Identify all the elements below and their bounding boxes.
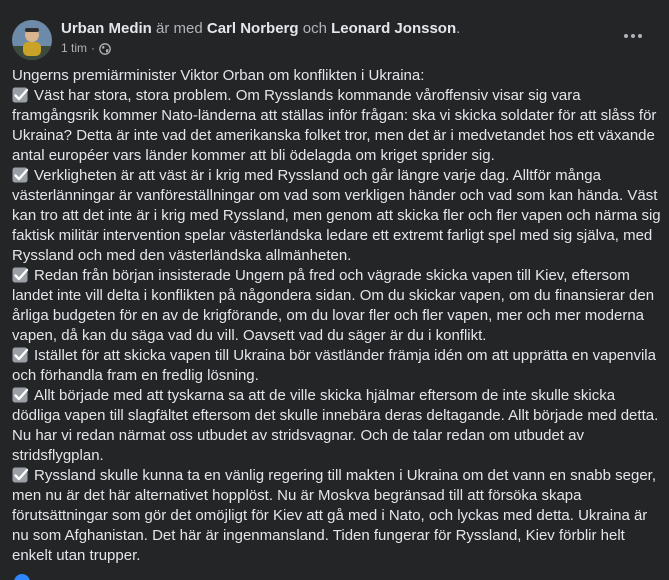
- check-mark-icon: [12, 347, 30, 363]
- more-options-button[interactable]: [615, 18, 651, 54]
- meta-separator: ·: [91, 41, 96, 55]
- avatar-photo: [12, 20, 52, 60]
- post-bullet-3: [12, 266, 661, 346]
- post-meta: [61, 40, 111, 56]
- with-text: är med: [151, 20, 207, 37]
- and-text: och: [298, 20, 332, 37]
- post-bullet-4: [12, 346, 661, 386]
- post-bullet-2: [12, 166, 661, 266]
- post-intro: Ungerns premiärminister Viktor Orban om konflikten i Ukraina:: [12, 67, 425, 84]
- post-header: [12, 18, 657, 62]
- tagged-person-1[interactable]: Carl Norberg: [206, 20, 299, 37]
- bullet-text: Istället för att skicka vapen till Ukraina bör västländer främja idén om att upprätta en vapenvila och förhandla fram en fredlig lösning.: [12, 347, 656, 384]
- author-name[interactable]: Urban Medin: [61, 20, 152, 37]
- bullet-text: Redan från början insisterade Ungern på fred och vägrade skicka vapen till Kiev, eftersom landet inte vill delta i konflikten på någondera sidan. Om du skickar vapen, om du finansierar den årliga budgeten för en av de krigförande, om du lovar fler och fler vapen, mer och mer moderna vapen, då kan du säga vad du vill. Oavsett vad du säger är du i konflikt.: [12, 267, 655, 344]
- end-punctuation: .: [456, 20, 461, 37]
- ellipsis-icon: [623, 33, 643, 39]
- bullet-text: Väst har stora, stora problem. Om Rysslands kommande våroffensiv visar sig vara framgångsrik kommer Nato-länderna att ställas inför frågan: ska vi skicka soldater för att slåss för Ukraina? Detta är inte vad det amerikanska folket tror, men det är i medvetandet hos ett växande antal européer vars länder kommer att bli ödelagda om kriget sprider sig.: [12, 87, 657, 164]
- check-mark-icon: [12, 387, 30, 403]
- check-mark-icon: [12, 467, 30, 483]
- check-mark-icon: [12, 167, 30, 183]
- post-body: [12, 66, 661, 566]
- post-bullet-5: [12, 386, 661, 466]
- check-mark-icon: [12, 87, 30, 103]
- check-mark-icon: [12, 267, 30, 283]
- author-line: [61, 19, 460, 38]
- post-bullet-1: [12, 86, 661, 166]
- tagged-person-2[interactable]: Leonard Jonsson: [331, 20, 457, 37]
- reaction-icon: [14, 574, 30, 580]
- post-bullet-6: [12, 466, 661, 566]
- bullet-text: Allt började med att tyskarna sa att de ville skicka hjälmar eftersom de inte skulle skicka dödliga vapen till slagfältet eftersom det skulle innebära deras deltagande. Allt började med detta. Nu har vi redan närmat oss utbudet av stridsvagnar. Och de talar redan om utbudet av stridsflygplan.: [12, 387, 659, 464]
- bullet-text: Verkligheten är att väst är i krig med Ryssland och går längre varje dag. Alltför många västerlänningar är vanföreställningar om vad som verkligen händer och vad som kan hända. Väst kan tro att det inte är i krig med Ryssland, men genom att skicka fler och fler vapen och närma sig faktisk militär intervention spelar västerländska ledare ett extremt farligt spel med sig själva, med Ryssland och med den västerländska allmänheten.: [12, 167, 661, 264]
- post-time[interactable]: 1 tim: [61, 41, 88, 55]
- globe-icon[interactable]: [99, 43, 111, 55]
- author-avatar[interactable]: [12, 20, 52, 60]
- bullet-text: Ryssland skulle kunna ta en vänlig regering till makten i Ukraina om det vann en snabb seger, men nu är det här alternativet hopplöst. Nu är Moskva begränsad till att försöka skapa förutsättningar som gör det omöjligt för Kiev att gå med i Nato, och lyckas med detta. Ukraina är nu som Afghanistan. Det här är ingenmansland. Tiden fungerar för Ryssland, Kiev förblir helt enkelt utan trupper.: [12, 467, 657, 564]
